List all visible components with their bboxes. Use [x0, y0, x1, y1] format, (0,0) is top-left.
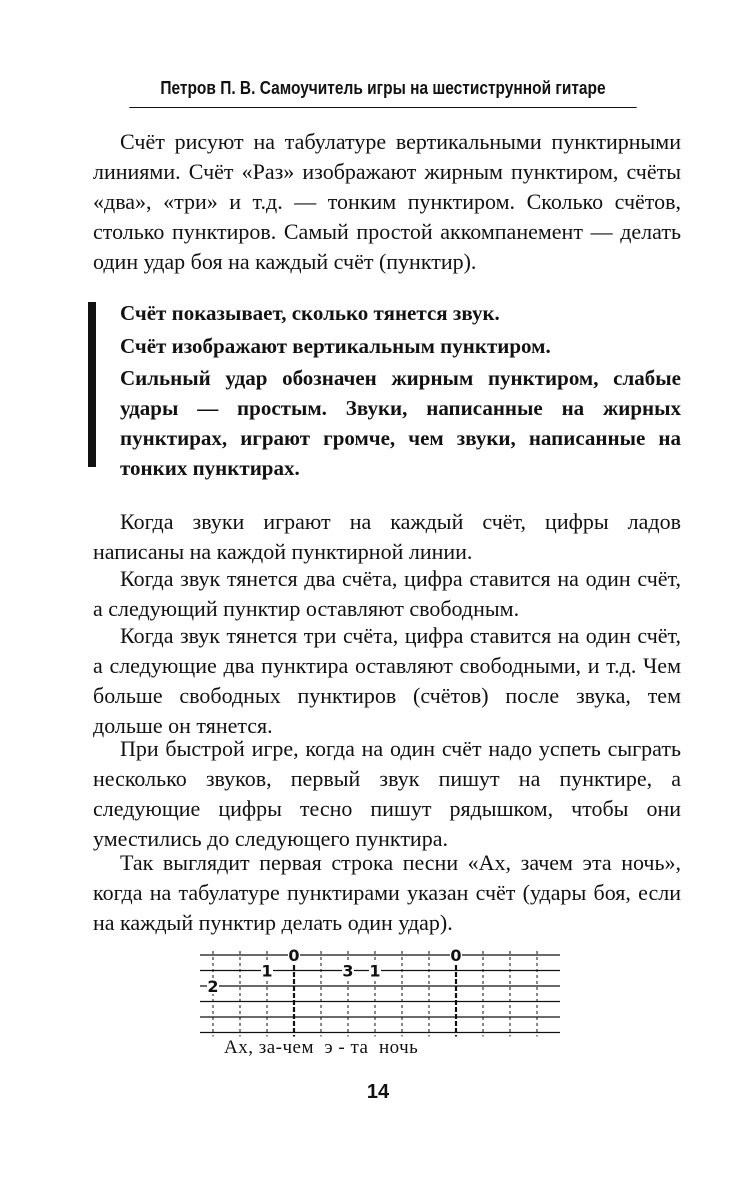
paragraph-4: При быстрой игре, когда на один счёт надо успеть сыграть несколько звуков, первый звук пишут на пунктире, а следующие цифры тесно пишут рядышком, чтобы они уместились до следующего пунктира.: [93, 736, 681, 851]
intro-paragraph: Счёт рисуют на табулатуре вертикальными пунктирными линиями. Счёт «Раз» изображают жирным пунктиром, счёты «два», «три» и т.д. — тонким пунктиром. Сколько счётов, столько пунктиров. Самый простой аккомпанемент — делать один удар боя на каждый счёт (пунктир).: [93, 129, 681, 274]
tab-note-fret: 3: [342, 961, 354, 981]
tablature: [195, 945, 565, 1045]
tablature-lyrics: Ах, за-чем э - та ночь: [224, 1037, 419, 1058]
page-number: 14: [366, 1081, 390, 1103]
tab-note-fret: 1: [369, 961, 381, 981]
tab-note-fret: 2: [207, 977, 219, 996]
callout-line-3: Сильный удар обозначен жирным пунктиром, слабые удары — простым. Звуки, написанные на жирных пунктирах, играют громче, чем звуки, написанные на тонких пунктирах.: [120, 366, 681, 480]
paragraph-1: Когда звуки играют на каждый счёт, цифры ладов написаны на каждой пунктирной линии.: [93, 509, 681, 564]
tab-note-fret: 1: [261, 961, 273, 981]
running-header: Петров П. В. Самоучитель игры на шестиструнной гитаре: [129, 78, 636, 108]
callout-line-2: Счёт изображают вертикальным пунктиром.: [120, 334, 551, 358]
callout-bar: [88, 302, 96, 467]
paragraph-3: Когда звук тянется три счёта, цифра ставится на один счёт, а следующие два пунктира оставляют свободными, и т.д. Чем больше свободных пунктиров (счётов) после звука, тем дольше он тянется.: [93, 623, 681, 738]
tab-note-fret: 0: [288, 946, 300, 965]
paragraph-5: Так выглядит первая строка песни «Ах, зачем эта ночь», когда на табулатуре пунктирами указан счёт (удары боя, если на каждый пунктир делать один удар).: [93, 850, 681, 935]
tab-note-fret: 0: [450, 946, 462, 965]
tablature-staff: [195, 945, 565, 1045]
callout-line-1: Счёт показывает, сколько тянется звук.: [120, 301, 500, 325]
paragraph-2: Когда звук тянется два счёта, цифра ставится на один счёт, а следующий пунктир оставляют свободным.: [93, 566, 681, 621]
